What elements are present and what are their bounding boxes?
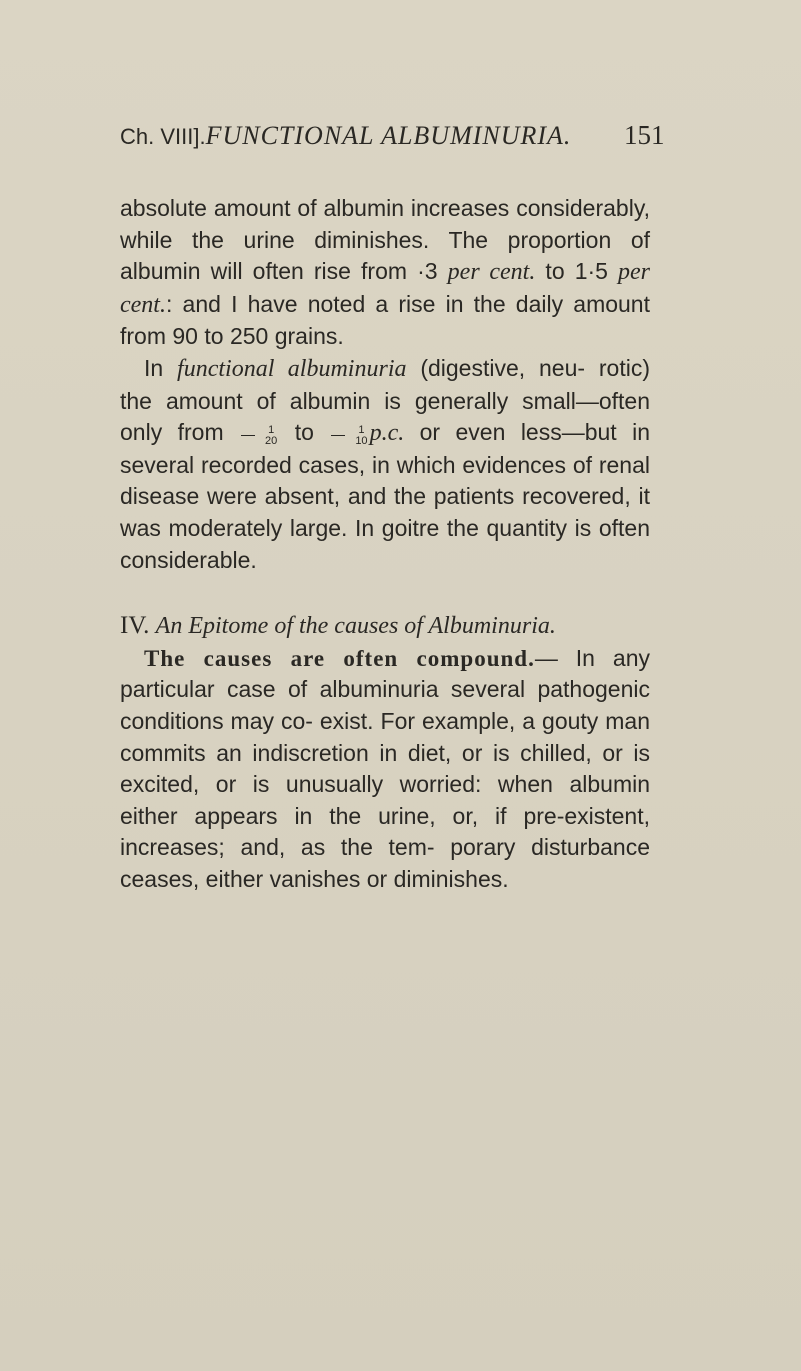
text-line: considerably, while the urine diminishes. [120, 195, 650, 253]
text-line: : and I have [165, 290, 298, 317]
fraction-one-tenth: $\frac{1}{10}$ [331, 425, 367, 446]
text-line: small—often only from [120, 387, 650, 446]
text-line: rotic) the amount of albumin is generally [120, 354, 650, 414]
text-line: if pre-existent, increases; and, as the tem- [120, 802, 651, 861]
page-number: 151 [624, 120, 665, 150]
page-body [120, 193, 650, 895]
paragraph-functional-albuminuria [120, 353, 650, 576]
text-line: (digestive, neu- [406, 354, 586, 381]
section-title: An Epitome of the causes of Albuminuria. [155, 613, 556, 640]
text-line: or even [404, 419, 506, 446]
text-line: moderately large. In goitre the quantity [168, 514, 568, 541]
section-heading [120, 610, 650, 643]
text-line: albumin either appears in the urine, or, [120, 771, 650, 829]
italic-text: per cent. [120, 259, 651, 318]
section-numeral: IV. [120, 612, 156, 640]
paragraph-lead-in: The causes are often compound. [144, 645, 535, 671]
text-line: to 250 grains. [204, 323, 344, 350]
italic-text: per cent. [447, 259, 536, 286]
italic-text: functional albuminuria [177, 355, 407, 382]
text-line: to [279, 419, 330, 446]
paragraph-continuation [120, 193, 650, 353]
text-line: or diminishes. [366, 865, 509, 892]
text-line: porary disturbance ceases, either vanishes [120, 834, 650, 892]
text-line: absolute amount of albumin increases [120, 195, 510, 221]
text-line: from ·3 [361, 258, 448, 285]
text-line: noted a rise in the daily amount from 90 [120, 290, 650, 350]
text-line: excited, or is unusually worried: when [120, 771, 553, 798]
text-line: several pathogenic conditions may co- [120, 676, 650, 734]
text-line: less—but in several recorded cases, in [120, 419, 651, 478]
text-line: which evidences of renal disease were [120, 451, 650, 510]
paragraph-causes [120, 643, 650, 896]
dash: — [534, 644, 558, 671]
text-line: In any particular case of albuminuria [120, 644, 651, 703]
fraction-one-twentieth: $\frac{1}{20}$ [241, 425, 277, 446]
chapter-title: FUNCTIONAL ALBUMINURIA. [205, 121, 572, 150]
text-line: an indiscretion in diet, or is chilled, or is [216, 739, 651, 766]
text-line: absent, and the patients recovered, it was [120, 483, 651, 541]
chapter-label: Ch. VIII]. [120, 124, 206, 149]
text-line: is often considerable. [120, 514, 651, 573]
text-line: The proportion of albumin will often rise [120, 226, 650, 285]
text-line: exist. For example, a gouty man commits [120, 707, 651, 766]
text-line: to 1·5 [535, 258, 619, 285]
text-line: In [144, 354, 178, 381]
running-header [120, 118, 665, 154]
italic-text: p.c. [369, 420, 405, 447]
